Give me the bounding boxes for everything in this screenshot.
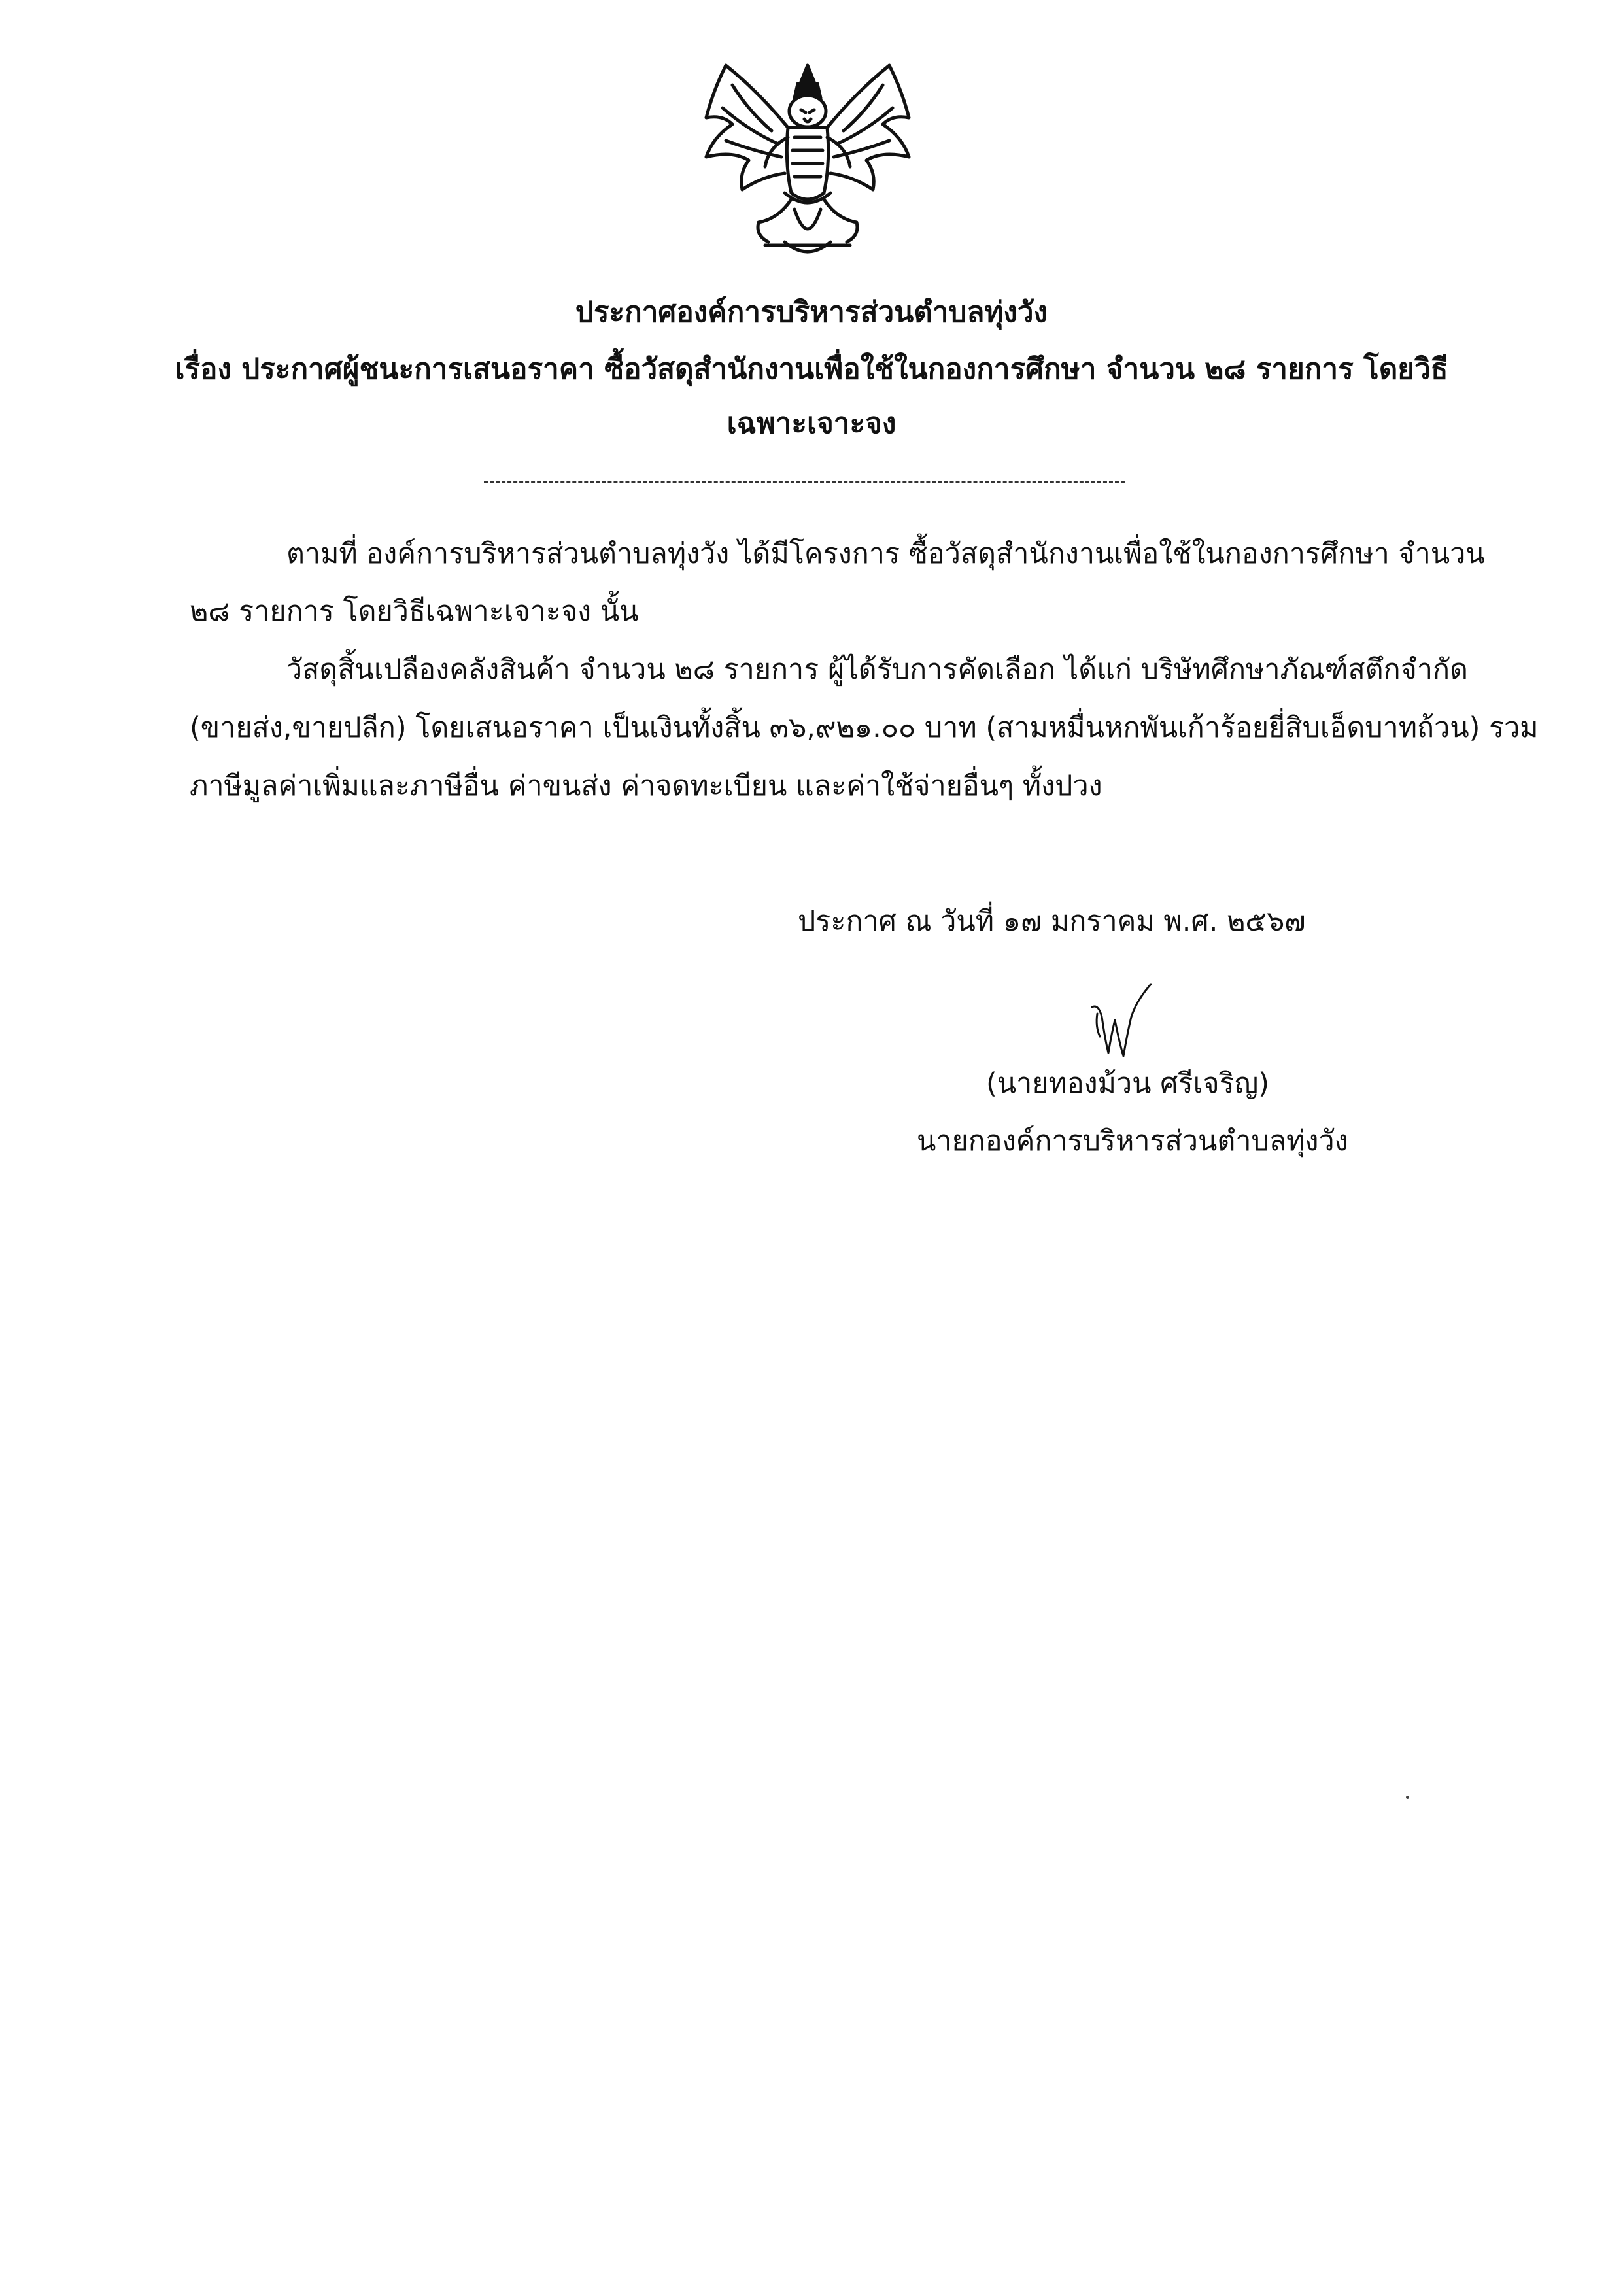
paragraph-1-line-2: ๒๘ รายการ โดยวิธีเฉพาะเจาะจง นั้น [190,595,639,628]
dashed-divider [484,481,1125,483]
paragraph-2-line-2: (ขายส่ง,ขายปลีก) โดยเสนอราคา เป็นเงินทั้งสิ้น ๓๖,๙๒๑.๐๐ บาท (สามหมื่นหกพันเก้าร้อยยี่สิบเอ็ดบาทถ้วน) รวม [190,711,1539,744]
paragraph-1-line-1: ตามที่ องค์การบริหารส่วนตำบลทุ่งวัง ได้มีโครงการ ซื้อวัสดุสำนักงานเพื่อใช้ในกองการศึกษา จำนวน [286,538,1485,570]
document-subject-line-1: เรื่อง ประกาศผู้ชนะการเสนอราคา ซื้อวัสดุสำนักงานเพื่อใช้ในกองการศึกษา จำนวน ๒๘ รายการ โดยวิธี [175,352,1448,386]
signer-title: นายกองค์การบริหารส่วนตำบลทุ่งวัง [917,1125,1348,1157]
paragraph-2-line-1: วัสดุสิ้นเปลืองคลังสินค้า จำนวน ๒๘ รายการ ผู้ได้รับการคัดเลือก ได้แก่ บริษัทศึกษาภัณฑ์สตึกจำกัด [286,653,1468,686]
document-subject-line-2: เฉพาะเจาะจง [726,407,897,440]
document-title: ประกาศองค์การบริหารส่วนตำบลทุ่งวัง [575,296,1048,329]
paragraph-2-line-3: ภาษีมูลค่าเพิ่มและภาษีอื่น ค่าขนส่ง ค่าจดทะเบียน และค่าใช้จ่ายอื่นๆ ทั้งปวง [190,770,1102,802]
scan-speck [1406,1796,1409,1799]
announcement-date: ประกาศ ณ วันที่ ๑๗ มกราคม พ.ศ. ๒๕๖๗ [798,905,1306,938]
garuda-emblem-icon [687,52,929,268]
signer-name: (นายทองม้วน ศรีเจริญ) [986,1067,1270,1100]
